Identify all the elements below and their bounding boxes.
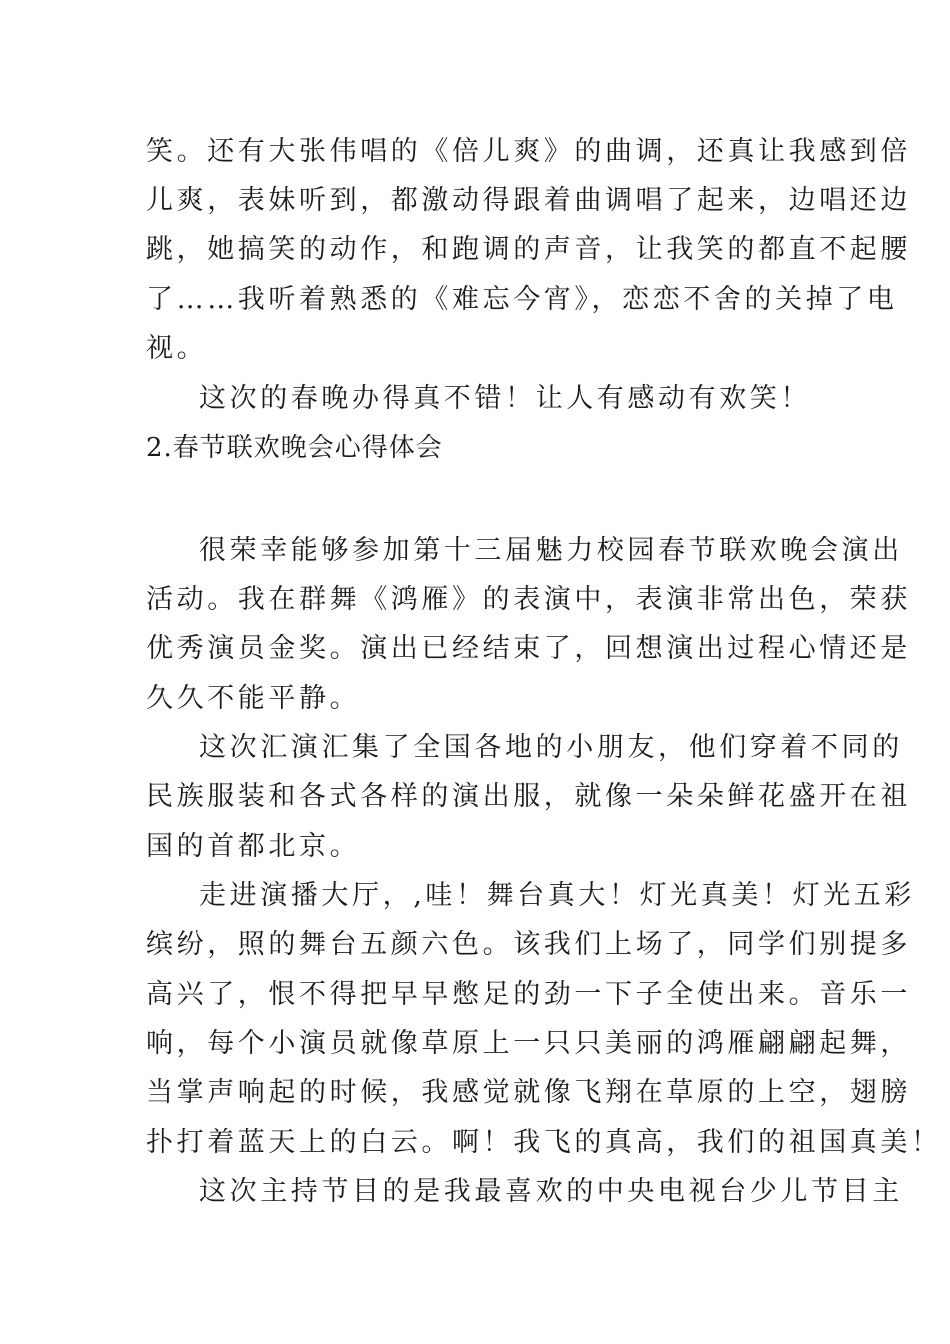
text-line: 活动。我在群舞《鸿雁》的表演中，表演非常出色，荣获 (146, 584, 911, 615)
text-line: 响，每个小演员就像草原上一只只美丽的鸿雁翩翩起舞， (146, 1028, 911, 1059)
text-line: 扑打着蓝天上的白云。啊！我飞的真高，我们的祖国真美！ (146, 1127, 942, 1158)
text-line: 国的首都北京。 (146, 831, 361, 862)
text-line: 走进演播大厅，,哇！舞台真大！灯光真美！灯光五彩 (199, 880, 915, 911)
text-line: 这次汇演汇集了全国各地的小朋友，他们穿着不同的 (199, 732, 903, 763)
text-line: 儿爽，表妹听到，都激动得跟着曲调唱了起来，边唱还边 (146, 185, 911, 216)
section-heading: 2.春节联欢晚会心得体会 (146, 433, 443, 463)
text-line: 当掌声响起的时候，我感觉就像飞翔在草原的上空，翅膀 (146, 1077, 911, 1108)
text-line: 了……我听着熟悉的《难忘今宵》，恋恋不舍的关掉了电 (146, 284, 898, 315)
text-line: 很荣幸能够参加第十三届魅力校园春节联欢晚会演出 (199, 535, 903, 566)
text-line: 缤纷，照的舞台五颜六色。该我们上场了，同学们别提多 (146, 929, 911, 960)
text-line: 优秀演员金奖。演出已经结束了，回想演出过程心情还是 (146, 633, 911, 664)
text-line: 视。 (146, 333, 208, 364)
text-line: 久久不能平静。 (146, 683, 361, 714)
text-line: 这次的春晚办得真不错！让人有感动有欢笑！ (199, 383, 811, 414)
text-line: 高兴了，恨不得把早早憋足的劲一下子全使出来。音乐一 (146, 979, 911, 1010)
text-line: 民族服装和各式各样的演出服，就像一朵朵鲜花盛开在祖 (146, 781, 911, 812)
text-line: 这次主持节目的是我最喜欢的中央电视台少儿节目主 (199, 1176, 903, 1207)
text-line: 跳，她搞笑的动作，和跑调的声音，让我笑的都直不起腰 (146, 234, 911, 265)
text-line: 笑。还有大张伟唱的《倍儿爽》的曲调，还真让我感到倍 (146, 136, 911, 167)
